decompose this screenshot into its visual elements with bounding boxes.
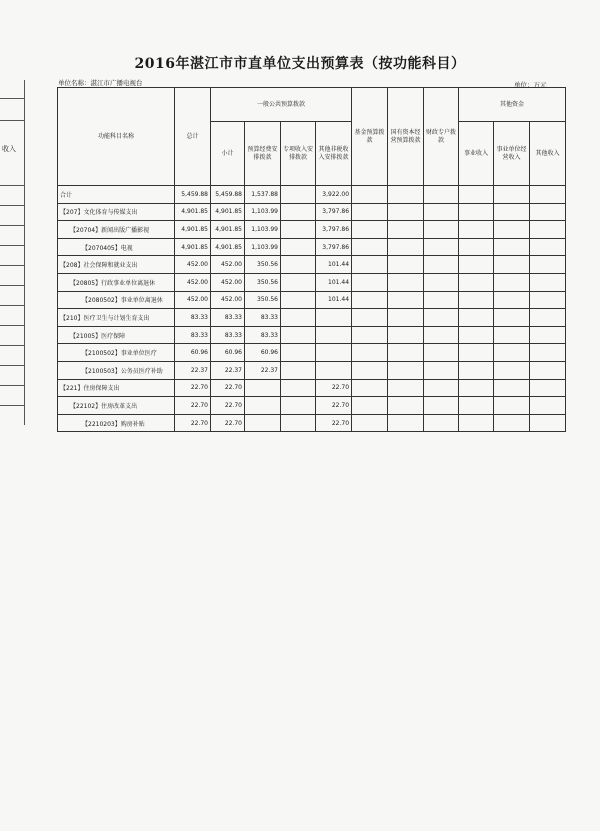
empty-cell [388, 379, 424, 397]
row-total: 22.70 [175, 414, 211, 432]
empty-cell [352, 273, 388, 291]
empty-cell [494, 186, 530, 204]
empty-cell [530, 221, 566, 239]
row-other-tax: 101.44 [316, 291, 352, 309]
empty-cell [388, 186, 424, 204]
empty-cell [388, 344, 424, 362]
empty-cell [494, 379, 530, 397]
empty-cell [388, 203, 424, 221]
row-other-tax: 3,797.86 [316, 238, 352, 256]
empty-cell [530, 361, 566, 379]
table-row [58, 186, 566, 204]
empty-cell [494, 309, 530, 327]
row-name: 【2070405】电视 [58, 238, 175, 256]
row-total: 4,901.85 [175, 238, 211, 256]
empty-cell [459, 291, 494, 309]
empty-cell [424, 361, 459, 379]
empty-cell [530, 326, 566, 344]
header-other-income: 其他收入 [530, 122, 566, 186]
row-budget-funds: 1,103.99 [245, 221, 281, 239]
row-total: 22.70 [175, 397, 211, 415]
header-business-income: 事业收入 [459, 122, 494, 186]
header-state-capital: 国有资本经营预算拨款 [388, 88, 424, 186]
unit-name-label: 单位名称：湛江市广播电视台 [58, 79, 143, 87]
empty-cell [459, 273, 494, 291]
empty-cell [424, 221, 459, 239]
row-budget-funds: 1,537.88 [245, 186, 281, 204]
empty-cell [530, 256, 566, 274]
row-budget-funds: 350.56 [245, 291, 281, 309]
row-other-tax: 101.44 [316, 256, 352, 274]
row-budget-funds: 1,103.99 [245, 238, 281, 256]
row-name: 【207】文化体育与传媒支出 [58, 203, 175, 221]
row-total: 452.00 [175, 273, 211, 291]
empty-cell [530, 414, 566, 432]
row-special-income [281, 203, 316, 221]
empty-cell [424, 256, 459, 274]
row-other-tax [316, 361, 352, 379]
empty-cell [388, 221, 424, 239]
row-name: 【20805】行政事业单位离退休 [58, 273, 175, 291]
empty-cell [494, 238, 530, 256]
empty-cell [494, 291, 530, 309]
row-other-tax [316, 344, 352, 362]
table-row [58, 273, 566, 291]
empty-cell [388, 326, 424, 344]
empty-cell [530, 203, 566, 221]
row-total: 4,901.85 [175, 221, 211, 239]
table-row [58, 397, 566, 415]
empty-cell [388, 256, 424, 274]
row-subtotal: 22.70 [211, 397, 245, 415]
row-budget-funds: 60.96 [245, 344, 281, 362]
empty-cell [388, 397, 424, 415]
row-name: 【21005】医疗保障 [58, 326, 175, 344]
scan-edge-fragment [0, 80, 25, 425]
row-name: 【2100503】公务员医疗补助 [58, 361, 175, 379]
row-special-income [281, 326, 316, 344]
page-title: 2016年湛江市市直单位支出预算表（按功能科目） [134, 56, 466, 72]
header-budget-funds: 预算经费安排拨款 [245, 122, 281, 186]
row-total: 83.33 [175, 309, 211, 327]
row-subtotal: 452.00 [211, 273, 245, 291]
table-row [58, 238, 566, 256]
row-special-income [281, 309, 316, 327]
header-other-tax: 其他非税收入安排拨款 [316, 122, 352, 186]
empty-cell [388, 238, 424, 256]
empty-cell [352, 379, 388, 397]
row-special-income [281, 186, 316, 204]
row-name: 合计 [58, 186, 175, 204]
empty-cell [424, 309, 459, 327]
row-budget-funds: 1,103.99 [245, 203, 281, 221]
row-name: 【210】医疗卫生与计划生育支出 [58, 309, 175, 327]
empty-cell [424, 186, 459, 204]
header-total: 总计 [175, 88, 211, 186]
row-budget-funds: 22.37 [245, 361, 281, 379]
empty-cell [352, 414, 388, 432]
row-subtotal: 60.96 [211, 344, 245, 362]
header-special-income: 专项收入安排拨款 [281, 122, 316, 186]
row-subtotal: 5,459.88 [211, 186, 245, 204]
currency-unit-label: 单位：万元 [514, 81, 547, 89]
empty-cell [530, 238, 566, 256]
empty-cell [352, 309, 388, 327]
empty-cell [459, 256, 494, 274]
table-row [58, 291, 566, 309]
row-total: 60.96 [175, 344, 211, 362]
row-name: 【22102】住房改革支出 [58, 397, 175, 415]
empty-cell [494, 326, 530, 344]
row-special-income [281, 414, 316, 432]
row-special-income [281, 397, 316, 415]
empty-cell [424, 379, 459, 397]
empty-cell [530, 309, 566, 327]
table-row [58, 414, 566, 432]
row-special-income [281, 221, 316, 239]
row-special-income [281, 379, 316, 397]
empty-cell [459, 361, 494, 379]
empty-cell [494, 256, 530, 274]
empty-cell [352, 291, 388, 309]
row-budget-funds [245, 414, 281, 432]
empty-cell [530, 379, 566, 397]
row-total: 452.00 [175, 256, 211, 274]
header-fund-budget: 基金预算拨款 [352, 88, 388, 186]
empty-cell [424, 203, 459, 221]
empty-cell [424, 291, 459, 309]
row-total: 452.00 [175, 291, 211, 309]
row-name: 【2080502】事业单位离退休 [58, 291, 175, 309]
empty-cell [352, 221, 388, 239]
empty-cell [352, 238, 388, 256]
table-row [58, 379, 566, 397]
empty-cell [494, 397, 530, 415]
empty-cell [352, 256, 388, 274]
empty-cell [424, 273, 459, 291]
row-special-income [281, 291, 316, 309]
row-other-tax [316, 309, 352, 327]
empty-cell [388, 291, 424, 309]
row-special-income [281, 238, 316, 256]
empty-cell [530, 344, 566, 362]
row-budget-funds [245, 379, 281, 397]
row-subtotal: 22.70 [211, 414, 245, 432]
row-other-tax: 22.70 [316, 414, 352, 432]
row-other-tax [316, 326, 352, 344]
table-header [58, 88, 566, 186]
header-operating-income: 事业单位经营收入 [494, 122, 530, 186]
header-other-funds: 其他资金 [459, 88, 566, 122]
row-name: 【20704】新闻出版广播影视 [58, 221, 175, 239]
row-name: 【221】住房保障支出 [58, 379, 175, 397]
empty-cell [352, 361, 388, 379]
table-row [58, 361, 566, 379]
table-row [58, 309, 566, 327]
row-total: 22.70 [175, 379, 211, 397]
row-subtotal: 83.33 [211, 309, 245, 327]
row-other-tax: 22.70 [316, 397, 352, 415]
row-special-income [281, 273, 316, 291]
empty-cell [459, 186, 494, 204]
empty-cell [352, 397, 388, 415]
edge-text: 收入 [2, 145, 16, 153]
empty-cell [459, 344, 494, 362]
row-total: 4,901.85 [175, 203, 211, 221]
row-special-income [281, 344, 316, 362]
row-budget-funds: 83.33 [245, 309, 281, 327]
table-row [58, 326, 566, 344]
row-subtotal: 452.00 [211, 256, 245, 274]
row-name: 【2100502】事业单位医疗 [58, 344, 175, 362]
header-subtotal: 小计 [211, 122, 245, 186]
empty-cell [352, 186, 388, 204]
row-subtotal: 22.37 [211, 361, 245, 379]
empty-cell [424, 397, 459, 415]
empty-cell [530, 273, 566, 291]
row-subtotal: 452.00 [211, 291, 245, 309]
empty-cell [494, 221, 530, 239]
table-body [58, 186, 566, 432]
empty-cell [459, 326, 494, 344]
empty-cell [494, 273, 530, 291]
empty-cell [424, 238, 459, 256]
row-name: 【2210203】购房补贴 [58, 414, 175, 432]
empty-cell [352, 203, 388, 221]
row-subtotal: 4,901.85 [211, 203, 245, 221]
header-item-name: 功能科目名称 [58, 88, 175, 186]
row-budget-funds: 350.56 [245, 256, 281, 274]
empty-cell [388, 414, 424, 432]
row-total: 22.37 [175, 361, 211, 379]
empty-cell [494, 414, 530, 432]
row-other-tax: 3,797.86 [316, 221, 352, 239]
empty-cell [388, 309, 424, 327]
row-name: 【208】社会保障和就业支出 [58, 256, 175, 274]
empty-cell [494, 344, 530, 362]
empty-cell [494, 203, 530, 221]
empty-cell [388, 361, 424, 379]
table-row [58, 256, 566, 274]
row-total: 83.33 [175, 326, 211, 344]
empty-cell [530, 186, 566, 204]
row-budget-funds [245, 397, 281, 415]
row-subtotal: 4,901.85 [211, 238, 245, 256]
table-row [58, 344, 566, 362]
budget-table [57, 87, 566, 432]
empty-cell [530, 397, 566, 415]
row-subtotal: 4,901.85 [211, 221, 245, 239]
header-general-budget: 一般公共预算拨款 [211, 88, 352, 122]
row-budget-funds: 83.33 [245, 326, 281, 344]
table-row [58, 203, 566, 221]
empty-cell [459, 414, 494, 432]
row-other-tax: 3,922.00 [316, 186, 352, 204]
empty-cell [459, 379, 494, 397]
header-finance-special: 财政专户拨款 [424, 88, 459, 186]
row-subtotal: 83.33 [211, 326, 245, 344]
empty-cell [424, 344, 459, 362]
empty-cell [530, 291, 566, 309]
row-other-tax: 3,797.86 [316, 203, 352, 221]
row-total: 5,459.88 [175, 186, 211, 204]
empty-cell [388, 273, 424, 291]
empty-cell [459, 397, 494, 415]
row-special-income [281, 361, 316, 379]
row-subtotal: 22.70 [211, 379, 245, 397]
empty-cell [424, 414, 459, 432]
row-special-income [281, 256, 316, 274]
empty-cell [459, 238, 494, 256]
empty-cell [459, 309, 494, 327]
empty-cell [459, 203, 494, 221]
table-row [58, 221, 566, 239]
empty-cell [424, 326, 459, 344]
empty-cell [494, 361, 530, 379]
row-other-tax: 22.70 [316, 379, 352, 397]
row-budget-funds: 350.56 [245, 273, 281, 291]
empty-cell [459, 221, 494, 239]
empty-cell [352, 344, 388, 362]
empty-cell [352, 326, 388, 344]
row-other-tax: 101.44 [316, 273, 352, 291]
